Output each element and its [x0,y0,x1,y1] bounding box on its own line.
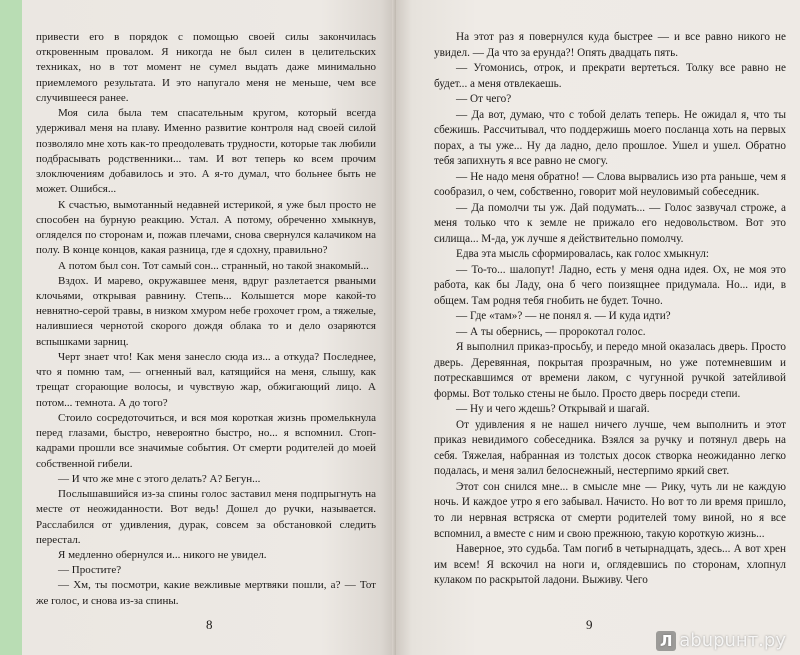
paragraph: Наверное, это судьба. Там погиб в четырнадцать, здесь... А вот хрен им всем! Я вскочил на ноги и, оглядевшись по сторонам, хлопнул кулаком по раскрытой ладони. Выживу. Чего [434,543,786,587]
paragraph: — Да вот, думаю, что с тобой делать теперь. Не ожидал я, что ты сбежишь. Рассчитывал, что поддержишь моего посланца хоть на первых порах, а ты уже... Ну да ладно, дело прошлое. Ушел и ушел. Обратно тебя запихнуть я все равно не смогу. [434,108,786,168]
paragraph: — А ты обернись, — пророкотал голос. [456,325,646,338]
paragraph: К счастью, вымотанный недавней истерикой, я уже был просто не способен на бурную реакцию. Устал. А потому, обреченно хмыкнув, огляделся по сторонам и, пожав плечами, снова свернулся калачиком на полу. В конце концов, какая разница, где я сдохну, правильно? [36,198,376,257]
site-watermark [656,630,786,651]
paragraph: Стоило сосредоточиться, и вся моя короткая жизнь промелькнула перед глазами, быстро, невероятно быстро, но... я вспомнил. Стоп-кадрами прошли все значимые события. От смерти родителей до моей собственной гибели. [36,411,376,470]
paragraph: — Не надо меня обратно! — Слова вырвались изо рта раньше, чем я сообразил, о чем, собственно, говорит мой неуловимый собеседник. [434,170,786,199]
right-page-text [434,30,786,589]
paragraph: Этот сон снился мне... в смысле мне — Рику, чуть ли не каждую ночь. И каждое утро я его забывал. Начисто. Но вот то ли время пришло, то ли нервная встряска от смерти родителей тому виной, но я все вспомнил, а вместе с ним и свою прежнюю, такую короткую жизнь... [434,480,786,540]
paragraph: — Угомонись, отрок, и прекрати вертеться. Толку все равно не будет... а меня отвлекаешь. [434,62,786,90]
paragraph: Я медленно обернулся и... никого не увидел. [58,548,267,561]
paragraph: От удивления я не нашел ничего лучше, чем выполнить и этот приказ невидимого собеседника. Взялся за ручку и потянул дверь на себя. Тяжелая, набранная из толстых досок створка неожиданно легко подалась, и меня залил белоснежный, нестерпимо яркий свет. [434,418,786,478]
paragraph: — Ну и чего ждешь? Открывай и шагай. [456,403,650,416]
paragraph: — От чего? [456,93,512,106]
paragraph: На этот раз я повернулся куда быстрее — и все равно никого не увидел. — Да что за ерунда?! Опять двадцать пять. [434,31,786,59]
paragraph: Едва эта мысль сформировалась, как голос хмыкнул: [456,248,709,261]
watermark-text: аbuрuнт.ру [679,630,786,651]
paragraph: Черт знает что! Как меня занесло сюда из... а откуда? Последнее, что я помню там, — огненный вал, катящийся на меня, слышу, как трещат сгорающие волосы, и чувствую жар, обжигающий лицо. А потом... темнота. А до того? [36,350,376,409]
paragraph: Послышавшийся из-за спины голос заставил меня подпрыгнуть на месте от неожиданности. Вот ведь! Дошел до ручки, называется. Расслабился от удивления, дурак, совсем за обстановкой следить перестал. [36,488,376,546]
paragraph: — И что же мне с этого делать? А? Бегун... [58,472,261,485]
paragraph: Моя сила была тем спасательным кругом, который всегда удерживал меня на плаву. Именно развитие контроля над своей силой позволяло мне хоть как-то преодолевать трудности, которые так любили подбрасывать родственники... там. И вот теперь ко всем прочим злоключениям добавилось и это. А я-то думал, что больнее быть не может. Ошибся... [36,107,376,196]
paragraph: привести его в порядок с помощью своей силы закончилась откровенным провалом. Я никогда не был силен в целительских техниках, но в тот момент не сумел выдать даже минимально приемлемого результата. И это напугало меня не меньше, чем все случившееся ранее. [36,31,376,104]
paragraph: А потом был сон. Тот самый сон... странный, но такой знакомый... [58,259,369,272]
paragraph: — Простите? [58,564,122,577]
watermark-logo-icon: Л [656,631,676,651]
paragraph: Я выполнил приказ-просьбу, и передо мной оказалась дверь. Просто дверь. Деревянная, покрытая прозрачным, но уже потемневшим и потрескавшимся от времени лаком, с чугунной ручкой затейливой формы. Вот только стены не было. Просто дверь посреди степи. [434,341,786,400]
paragraph: — То-то... шалопут! Ладно, есть у меня одна идея. Ох, не моя это работа, как бы Ладу, она б чего поизящнее придумала. Но... иди, в общем. Там родня тебя гнобить не будет. Точно. [434,263,786,307]
paragraph: — Где «там»? — не понял я. — И куда идти? [456,310,671,323]
page-number: 8 [206,617,213,632]
left-page-text [36,30,376,609]
paragraph: — Да помолчи ты уж. Дай подумать... — Голос зазвучал строже, а меня только что к земле не прижало его недовольством. Вот это силища... М-да, уж лучше я действительно помолчу. [434,201,786,245]
paragraph: — Хм, ты посмотри, какие вежливые мертвяки пошли, а? — Тот же голос, и снова из-за спины. [36,579,376,607]
right-page [396,0,800,655]
left-page [22,0,396,655]
paragraph: Вздох. И марево, окружавшее меня, вдруг разлетается рваными клочьями, открывая равнину. Степь... Колышется море какой-то невнятно-серой травы, в низком хмуром небе грохочет гром, а тяжелые, налившиеся чернотой скорого дождя облака то и дело озаряются вспышками зарниц. [36,274,376,348]
page-number: 9 [586,617,593,632]
